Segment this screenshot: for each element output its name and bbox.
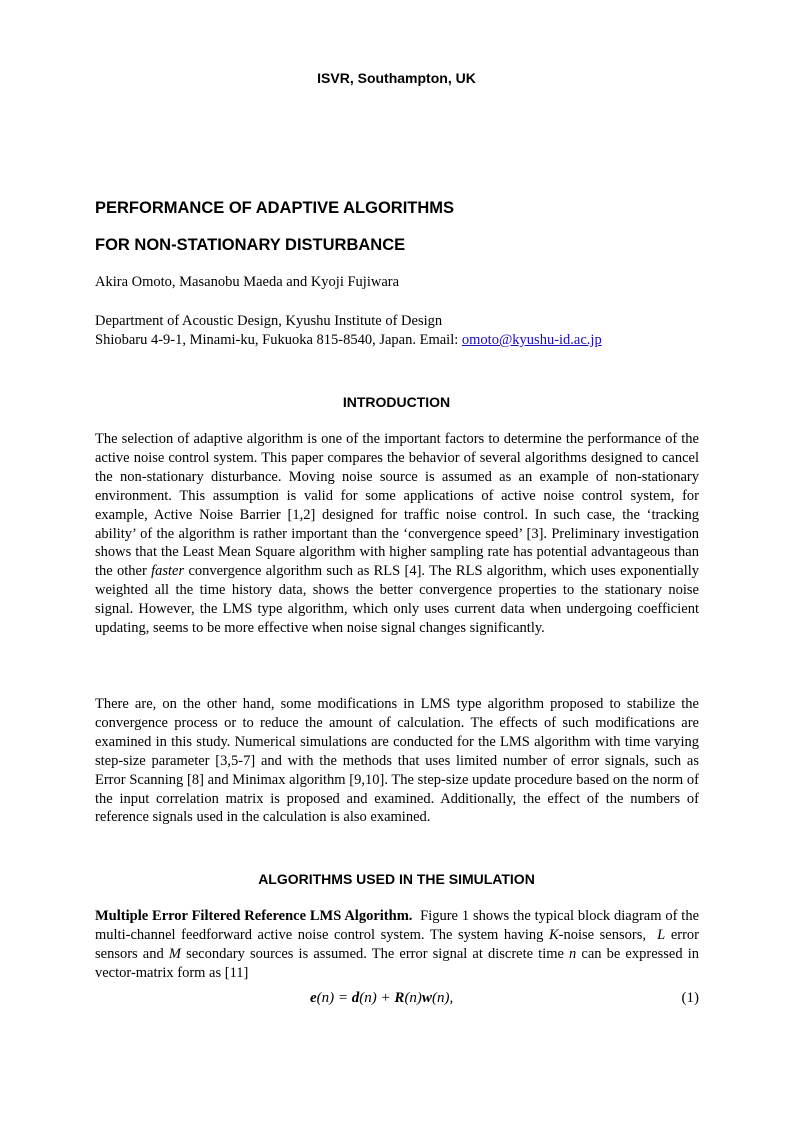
equation-1	[95, 990, 699, 1012]
var-n: n	[569, 945, 577, 962]
section-heading-algorithms: ALGORITHMS USED IN THE SIMULATION	[258, 871, 535, 887]
section-heading-introduction: INTRODUCTION	[342, 394, 451, 410]
author-list: Akira Omoto, Masanobu Maeda and Kyoji Fujiwara	[95, 274, 400, 290]
paper-title-line-2: FOR NON-STATIONARY DISTURBANCE	[95, 236, 406, 254]
var-k: K	[548, 926, 559, 943]
paper-title-line-1: PERFORMANCE OF ADAPTIVE ALGORITHMS	[95, 199, 455, 217]
eq-vector-e: e	[310, 990, 317, 1006]
para1-text-b: convergence algorithm such as RLS [4]. The RLS algorithm, which uses exponentially weighted all the time history data, shows the better convergence properties to the stationary noise signal. However, the LMS type algorithm, which only uses current data when undergoing coefficient updating, seems to be more effective when noise signal changes significantly.	[95, 563, 700, 637]
alg-text-d: secondary sources is assumed. The error signal at discrete time	[186, 945, 564, 962]
email-link[interactable]: omoto@kyushu-id.ac.jp	[461, 332, 602, 348]
eq-vector-w: w	[421, 990, 432, 1006]
eq-part-3: (n)	[404, 990, 422, 1006]
eq-part-4: (n),	[431, 990, 454, 1006]
introduction-paragraph-1	[95, 430, 699, 638]
var-l: L	[657, 926, 666, 943]
affiliation-address	[95, 331, 602, 350]
paragraph-runin-heading: Multiple Error Filtered Reference LMS Algorithm.	[95, 908, 413, 924]
introduction-paragraph-2: There are, on the other hand, some modifications in LMS type algorithm proposed to stabilize the convergence process or to reduce the amount of calculation. The effects of such modifications are examined in this study. Numerical simulations are conducted for the LMS algorithm with time varying step-size parameter [3,5-7] and with the methods that uses limited number of error signals, such as Error Scanning [8] and Minimax algorithm [9,10]. The step-size update procedure based on the norm of the input correlation matrix is proposed and examined. Additionally, the effect of the numbers of reference signals used in the calculation is also examined.	[95, 696, 699, 826]
alg-text-b: -noise sensors,	[558, 926, 646, 943]
conference-header: ISVR, Southampton, UK	[317, 70, 476, 86]
para1-text-a: The selection of adaptive algorithm is one of the important factors to determine the performance of the active noise control system. This paper compares the behavior of several algorithms designed to cancel the non-stationary disturbance. Moving noise source is assumed as an example of non-stationary environment. This assumption is valid for some applications of active noise control system, for example, Active Noise Barrier [1,2] designed for traffic noise control. In such case, the ‘tracking ability’ of the algorithm is rather important than the ‘convergence speed’ [3]. Preliminary investigation shows that the Least Mean Square algorithm with higher sampling rate has potential advantageous than the other	[95, 431, 699, 580]
var-m: M	[168, 945, 181, 962]
alg-text-e: can be expressed in vector-matrix form as [11]	[95, 945, 699, 981]
eq-part-2: (n) +	[359, 990, 395, 1006]
para1-emphasis: faster	[151, 563, 185, 580]
eq-vector-d: d	[351, 990, 360, 1006]
equation-number: (1)	[681, 990, 699, 1006]
eq-part-1: (n) =	[316, 990, 352, 1006]
algorithms-paragraph-1	[95, 907, 699, 983]
alg-text-a: Figure 1 shows the typical block diagram of the multi-channel feedforward active noise control system. The system having	[95, 908, 700, 943]
alg-text-c: error sensors and	[95, 926, 699, 962]
address-text: Shiobaru 4-9-1, Minami-ku, Fukuoka 815-8540, Japan. Email:	[95, 332, 459, 348]
equation-body	[310, 990, 453, 1007]
eq-matrix-r: R	[394, 990, 405, 1006]
affiliation-department: Department of Acoustic Design, Kyushu Institute of Design	[95, 313, 443, 329]
affiliation-block	[95, 312, 602, 350]
